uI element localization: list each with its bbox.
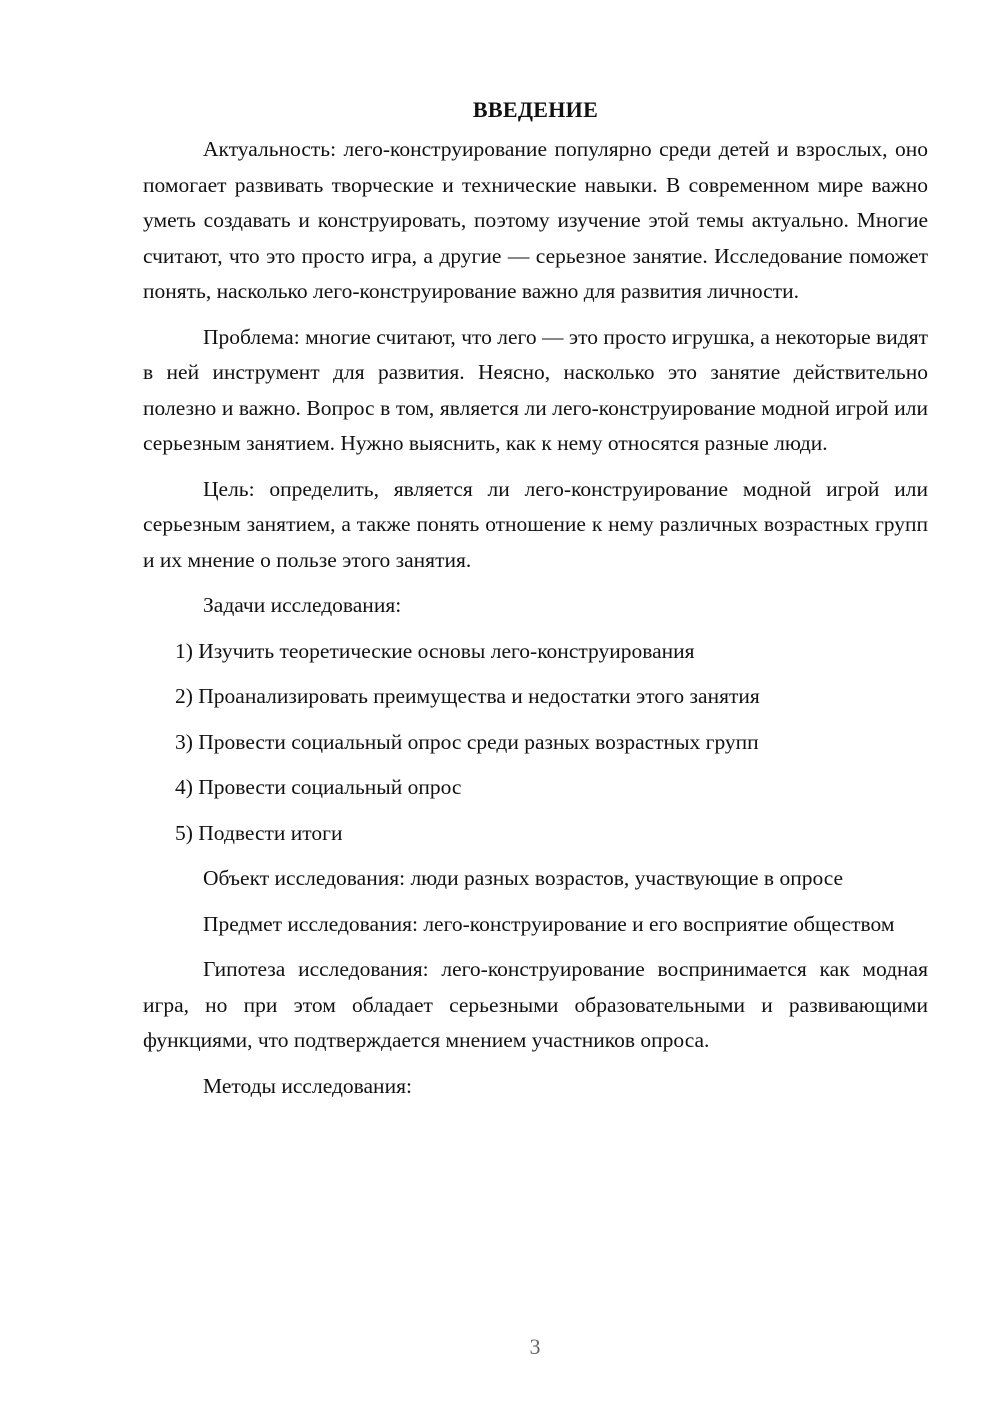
task-item: 2) Проанализировать преимущества и недостатки этого занятия xyxy=(175,684,760,708)
section-title: ВВЕДЕНИЕ xyxy=(472,97,599,122)
tasks-heading: Задачи исследования: xyxy=(203,593,402,617)
hypothesis-paragraph: Гипотеза исследования: лего-конструирование воспринимается как модная игра, но при этом обладает серьезными образовательными и развивающими функциями, что подтверждается мнением участников опроса. xyxy=(143,957,928,1052)
relevance-paragraph: Актуальность: лего-конструирование популярно среди детей и взрослых, оно помогает развивать творческие и технические навыки. В современном мире важно уметь создавать и конструировать, поэтому изучение этой темы актуально. Многие считают, что это просто игра, а другие — серьезное занятие. Исследование поможет понять, насколько лего-конструирование важно для развития личности. xyxy=(143,137,928,303)
subject-paragraph: Предмет исследования: лего-конструирование и его восприятие обществом xyxy=(203,911,895,936)
object-paragraph: Объект исследования: люди разных возрастов, участвующие в опросе xyxy=(203,866,844,890)
page-number: 3 xyxy=(529,1334,541,1359)
tasks-list xyxy=(143,634,928,852)
methods-heading: Методы исследования: xyxy=(203,1073,412,1098)
document-page xyxy=(143,92,928,1114)
goal-paragraph: Цель: определить, является ли лего-конструирование модной игрой или серьезным занятием, а также понять отношение к нему различных возрастных групп и их мнение о пользе этого занятия. xyxy=(143,476,928,572)
task-item: 4) Провести социальный опрос xyxy=(175,775,462,799)
task-item: 1) Изучить теоретические основы лего-конструирования xyxy=(175,638,695,663)
task-item: 5) Подвести итоги xyxy=(175,820,343,845)
task-item: 3) Провести социальный опрос среди разных возрастных групп xyxy=(175,729,759,754)
problem-paragraph: Проблема: многие считают, что лего — это просто игрушка, а некоторые видят в ней инструмент для развития. Неясно, насколько это занятие действительно полезно и важно. Вопрос в том, является ли лего-конструирование модной игрой или серьезным занятием. Нужно выяснить, как к нему относятся разные люди. xyxy=(143,324,928,455)
